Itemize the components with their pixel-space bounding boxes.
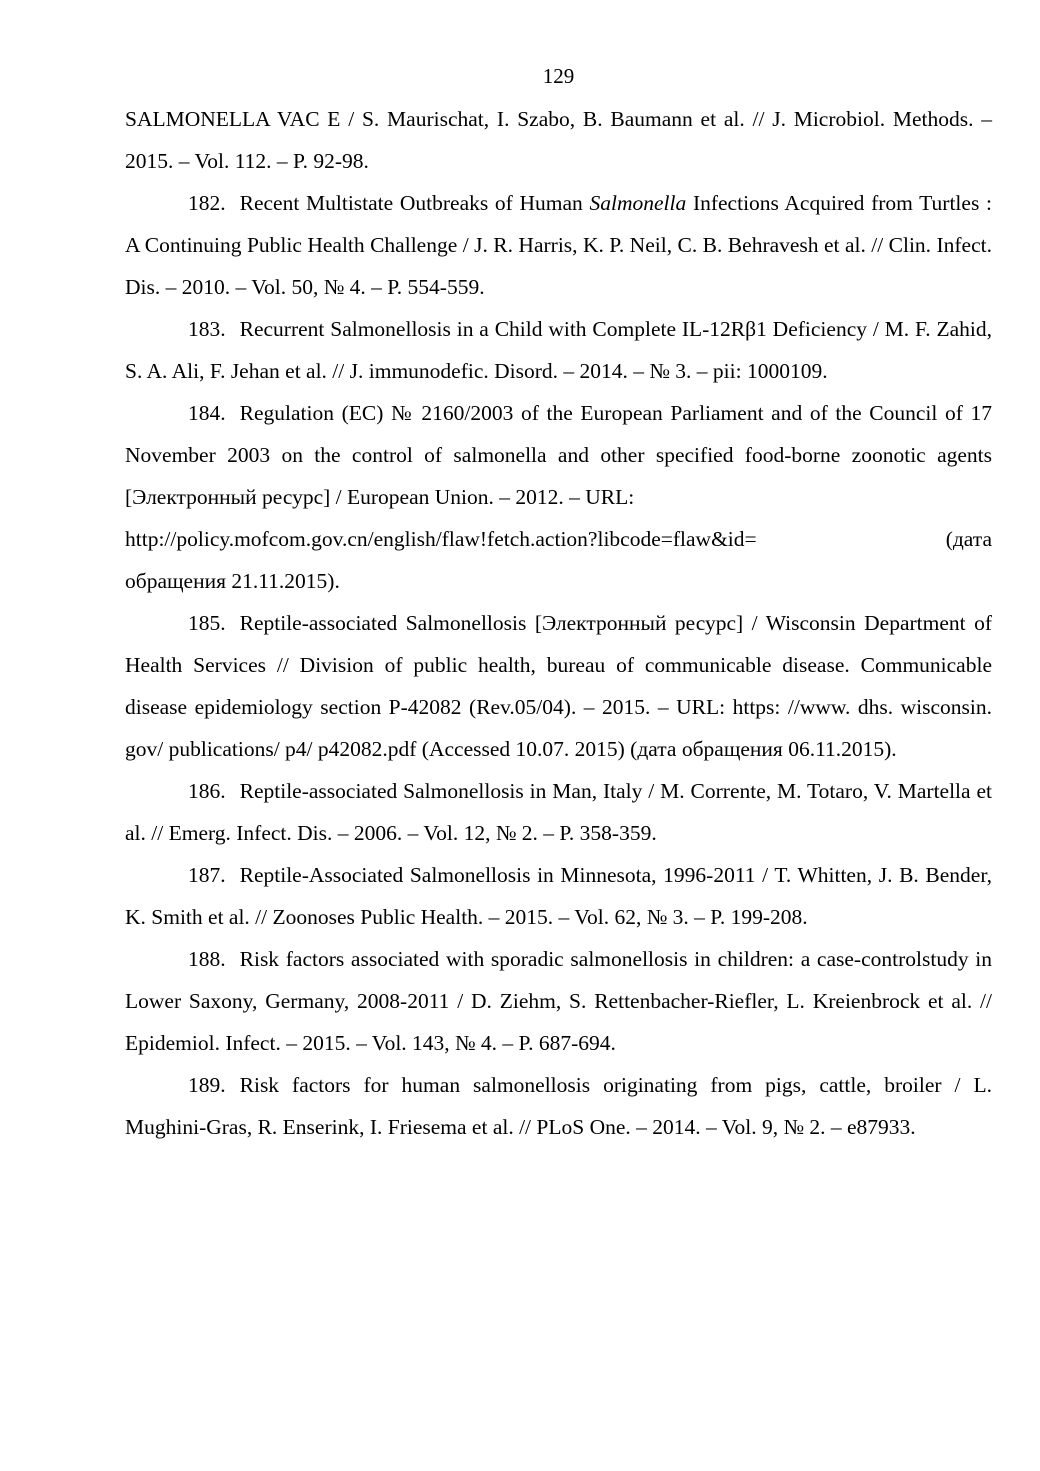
reference-number: 188.	[188, 947, 226, 971]
reference-188	[125, 938, 992, 1064]
reference-182	[125, 182, 992, 308]
reference-text: Recent Multistate Outbreaks of Human	[239, 191, 583, 215]
continuation-line-2: Methods. – 2015. – Vol. 112. – P. 92-98.	[125, 107, 993, 173]
reference-text: Recurrent Salmonellosis in a Child with Complete IL-12Rβ1 Deficiency / M. F. Zahid, S. A. Ali, F. Jehan et al. // J. immunodefic. Disord. – 2014. – № 3. – pii: 1000109.	[125, 317, 992, 383]
page-number: 129	[542, 64, 575, 88]
reference-184-tail: обращения 21.11.2015).	[125, 569, 340, 593]
reference-continuation	[125, 98, 992, 182]
reference-url: http://policy.mofcom.gov.cn/english/flaw!fetch.action?libcode=flaw&id=	[125, 527, 757, 551]
reference-text: Reptile-associated Salmonellosis in Man, Italy / M. Corrente, M. Totaro, V. Martella et al. // Emerg. Infect. Dis. – 2006. – Vol. 12, № 2. – P. 358-359.	[125, 779, 992, 845]
reference-189	[125, 1064, 992, 1148]
reference-number: 186.	[188, 779, 226, 803]
reference-text: Risk factors associated with sporadic salmonellosis in children: a case-controlstudy in Lower Saxony, Germany, 2008-2011 / D. Ziehm, S. Rettenbacher-Riefler, L. Kreienbrock et al. // Epidemiol. Infect. – 2015. – Vol. 143, № 4. – P. 687-694.	[125, 947, 992, 1055]
reference-text: Regulation (EC) № 2160/2003 of the European Parliament and of the Council of 17 November 2003 on the control of salmonella and other specified food-borne zoonotic agents [Электронный ресурс] / European Union. – 2012. – URL:	[125, 401, 992, 509]
reference-number: 187.	[188, 863, 226, 887]
reference-187	[125, 854, 992, 938]
reference-185	[125, 602, 992, 770]
reference-text: Infections Acquired from Turtles : A Continuing Public Health Challenge / J. R. Harris, K. P. Neil, C. B. Behravesh et al. // Clin. Infect. Dis. – 2010. – Vol. 50, № 4. – P. 554-559.	[125, 191, 992, 299]
reference-text: Risk factors for human salmonellosis originating from pigs, cattle, broiler / L. Mughini-Gras, R. Enserink, I. Friesema et al. // PLoS One. – 2014. – Vol. 9, № 2. – e87933.	[125, 1073, 992, 1139]
reference-url-tail: (дата	[945, 527, 992, 551]
reference-184	[125, 392, 992, 518]
reference-183	[125, 308, 992, 392]
reference-text: Reptile-Associated Salmonellosis in Minnesota, 1996-2011 / T. Whitten, J. B. Bender, K. Smith et al. // Zoonoses Public Health. – 2015. – Vol. 62, № 3. – P. 199-208.	[125, 863, 992, 929]
reference-184-url-line	[125, 518, 992, 560]
continuation-line-1: SALMONELLA VAC E / S. Maurischat, I. Szabo, B. Baumann et al. // J. Microbiol.	[125, 107, 886, 131]
reference-italic-term: Salmonella	[589, 191, 687, 215]
reference-number: 185.	[188, 611, 226, 635]
document-page	[125, 62, 992, 1148]
reference-text: Reptile-associated Salmonellosis [Электронный ресурс] / Wisconsin Department of Health Services // Division of public health, bureau of communicable disease. Communicable disease epidemiology section P-42082 (Rev.05/04). – 2015. – URL: https: //www. dhs. wisconsin. gov/ publications/ p4/ p42082.pdf (Accessed 10.07. 2015) (дата обращения 06.11.2015).	[125, 611, 992, 761]
reference-number: 183.	[188, 317, 226, 341]
reference-number: 182.	[188, 191, 226, 215]
reference-number: 189.	[188, 1073, 226, 1097]
reference-186	[125, 770, 992, 854]
reference-number: 184.	[188, 401, 226, 425]
